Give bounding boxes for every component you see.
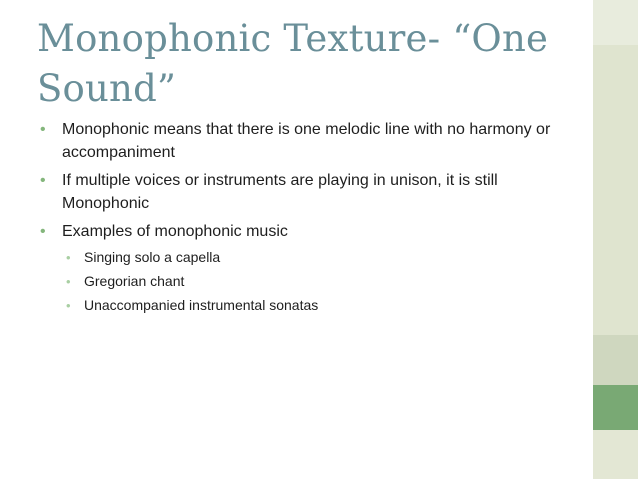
bullet-item <box>38 169 588 215</box>
slide-body <box>38 118 588 321</box>
sub-bullet-text: Singing solo a capella <box>84 249 221 265</box>
bullet-text: Monophonic means that there is one melodic line with no harmony or accompaniment <box>62 121 551 161</box>
bullet-icon: • <box>40 172 46 189</box>
bullet-list <box>38 118 588 316</box>
sidebar-bottom-block <box>593 430 638 479</box>
bullet-icon: • <box>40 121 46 138</box>
bullet-item <box>38 220 588 316</box>
sub-bullet-item <box>62 295 588 316</box>
bullet-icon: • <box>40 223 46 240</box>
sidebar-accent-block <box>593 385 638 430</box>
sidebar-top-block <box>593 0 638 45</box>
bullet-text: If multiple voices or instruments are playing in unison, it is still Monophonic <box>62 172 498 212</box>
sub-bullet-item <box>62 271 588 292</box>
sub-bullet-item <box>62 247 588 268</box>
bullet-item <box>38 118 588 164</box>
sub-bullet-icon: • <box>66 298 71 313</box>
sub-bullet-icon: • <box>66 274 71 289</box>
sub-bullet-list <box>62 247 588 316</box>
slide-title: Monophonic Texture- “One Sound” <box>37 17 549 110</box>
sub-bullet-text: Unaccompanied instrumental sonatas <box>84 297 319 313</box>
sub-bullet-icon: • <box>66 250 71 265</box>
bullet-text: Examples of monophonic music <box>62 223 288 240</box>
sidebar-mid-block <box>593 335 638 385</box>
sub-bullet-text: Gregorian chant <box>84 273 185 289</box>
